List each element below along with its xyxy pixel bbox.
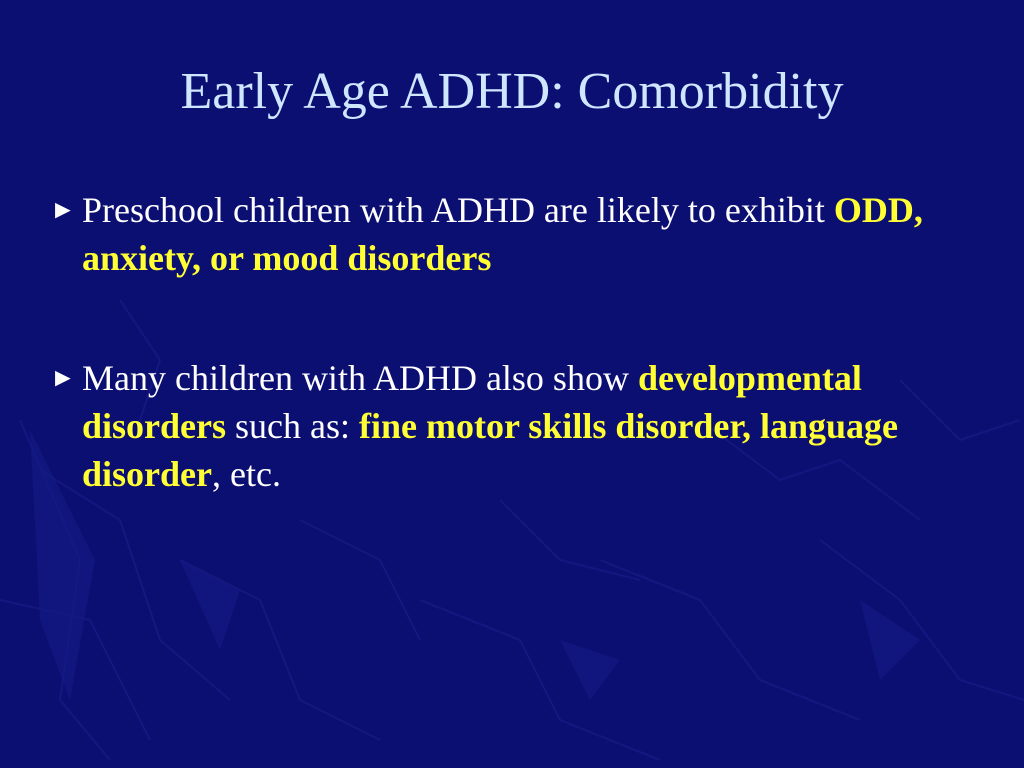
highlighted-text: ODD, anxiety, or mood disorders	[82, 190, 923, 278]
bullet-text: , etc.	[212, 454, 281, 494]
bullet-text: such as:	[226, 406, 359, 446]
slide-title: Early Age ADHD: Comorbidity	[180, 63, 844, 120]
highlighted-text: developmental disorders	[82, 358, 862, 446]
bullet-text: Preschool children with ADHD are likely to exhibit	[82, 190, 834, 230]
bullet-item	[48, 186, 968, 282]
triangle-bullet-icon: ►	[50, 195, 76, 224]
highlighted-text: fine motor skills disorder, language disorder	[82, 406, 899, 494]
bullet-list	[48, 186, 968, 570]
bullet-text: Many children with ADHD also show	[82, 358, 638, 398]
bullet-item	[48, 354, 968, 498]
triangle-bullet-icon: ►	[50, 363, 76, 392]
